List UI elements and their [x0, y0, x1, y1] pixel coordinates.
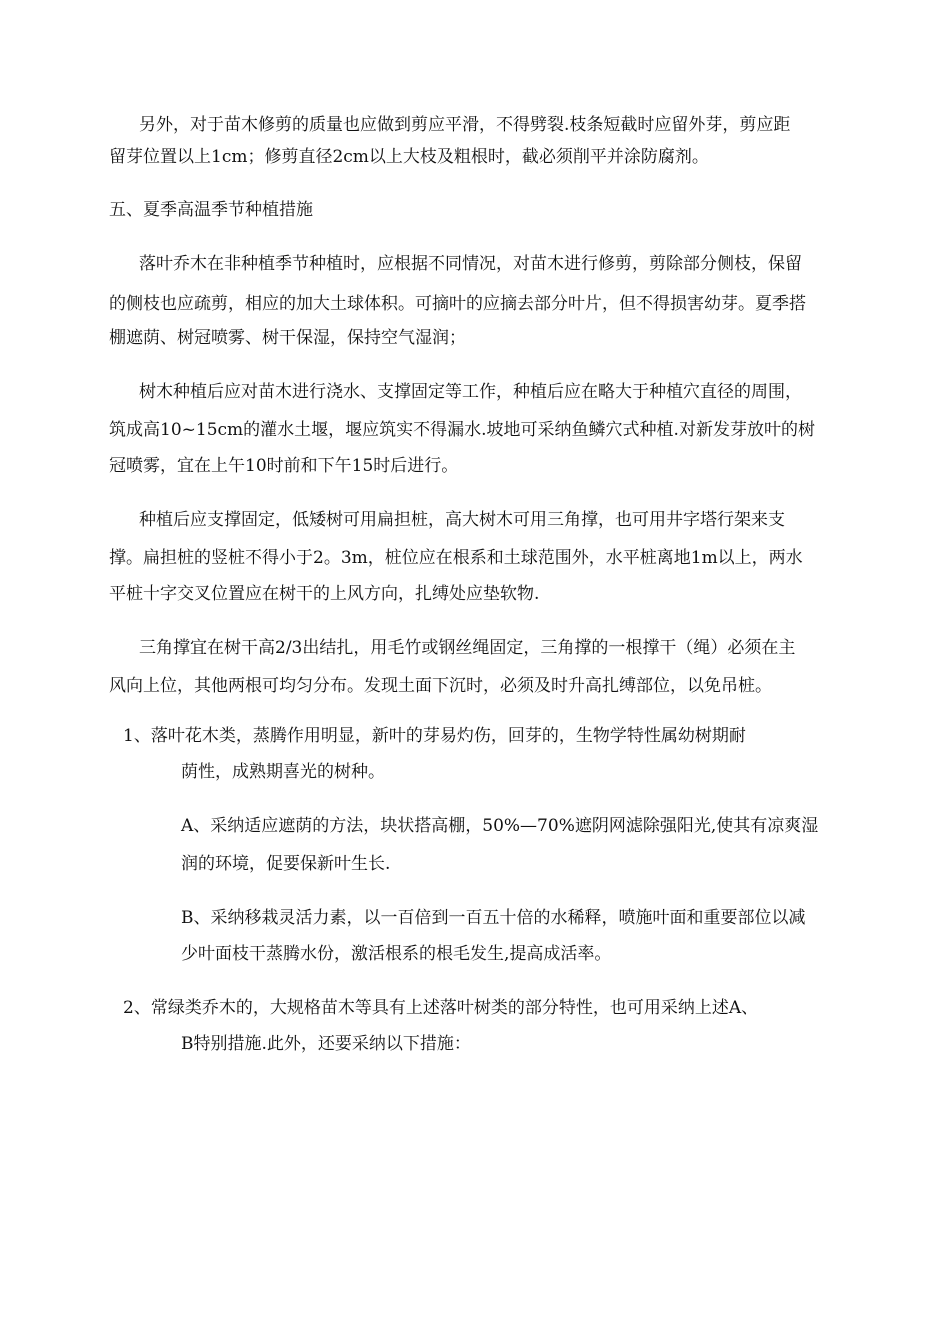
sub-item-b-line-1: B、采纳移栽灵活力素，以一百倍到一百五十倍的水稀释，喷施叶面和重要部位以减 — [181, 908, 806, 928]
sub-item-b-line-2: 少叶面枝干蒸腾水份，激活根系的根毛发生,提高成活率。 — [181, 944, 612, 964]
section-heading: 五、夏季高温季节种植措施 — [109, 200, 313, 220]
paragraph-2-line-1: 落叶乔木在非种植季节种植时，应根据不同情况，对苗木进行修剪，剪除部分侧枝，保留 — [139, 254, 802, 274]
paragraph-4-line-2: 撑。扁担桩的竖桩不得小于2。3m，桩位应在根系和土球范围外，水平桩离地1m以上，两水 — [109, 548, 803, 568]
sub-item-a-line-1: A、采纳适应遮荫的方法，块状搭高棚，50%—70%遮阴网滤除强阳光,使其有凉爽湿 — [181, 816, 819, 836]
paragraph-3-line-3: 冠喷雾，宜在上午10时前和下午15时后进行。 — [109, 456, 459, 476]
paragraph-4-line-1: 种植后应支撑固定，低矮树可用扁担桩，高大树木可用三角撑，也可用井字塔行架来支 — [139, 510, 785, 530]
paragraph-3-line-2: 筑成高10~15cm的灌水土堰，堰应筑实不得漏水.坡地可采纳鱼鳞穴式种植.对新发芽放叶的树 — [109, 420, 815, 440]
paragraph-1-line-1: 另外，对于苗木修剪的质量也应做到剪应平滑，不得劈裂.枝条短截时应留外芽，剪应距 — [139, 115, 791, 135]
list-item-1-line-2: 荫性，成熟期喜光的树种。 — [181, 762, 385, 782]
paragraph-3-line-1: 树木种植后应对苗木进行浇水、支撑固定等工作，种植后应在略大于种植穴直径的周围， — [139, 382, 802, 402]
paragraph-1-line-2: 留芽位置以上1cm；修剪直径2cm以上大枝及粗根时，截必须削平并涂防腐剂。 — [109, 147, 709, 167]
list-item-2-line-2: B特别措施.此外，还要采纳以下措施： — [181, 1034, 471, 1054]
paragraph-5-line-2: 风向上位，其他两根可均匀分布。发现土面下沉时，必须及时升高扎缚部位，以免吊桩。 — [109, 676, 772, 696]
list-item-1-line-1: 1、落叶花木类，蒸腾作用明显，新叶的芽易灼伤，回芽的，生物学特性属幼树期耐 — [123, 726, 746, 746]
paragraph-2-line-2: 的侧枝也应疏剪，相应的加大土球体积。可摘叶的应摘去部分叶片，但不得损害幼芽。夏季搭 — [109, 294, 806, 314]
paragraph-4-line-3: 平桩十字交叉位置应在树干的上风方向，扎缚处应垫软物. — [109, 584, 540, 604]
paragraph-5-line-1: 三角撑宜在树干高2/3出结扎，用毛竹或钢丝绳固定，三角撑的一根撑干（绳）必须在主 — [139, 638, 796, 658]
list-item-2-line-1: 2、常绿类乔木的，大规格苗木等具有上述落叶树类的部分特性，也可用采纳上述A、 — [123, 998, 759, 1018]
paragraph-2-line-3: 棚遮荫、树冠喷雾、树干保湿，保持空气湿润； — [109, 328, 466, 348]
sub-item-a-line-2: 润的环境，促要保新叶生长. — [181, 854, 391, 874]
